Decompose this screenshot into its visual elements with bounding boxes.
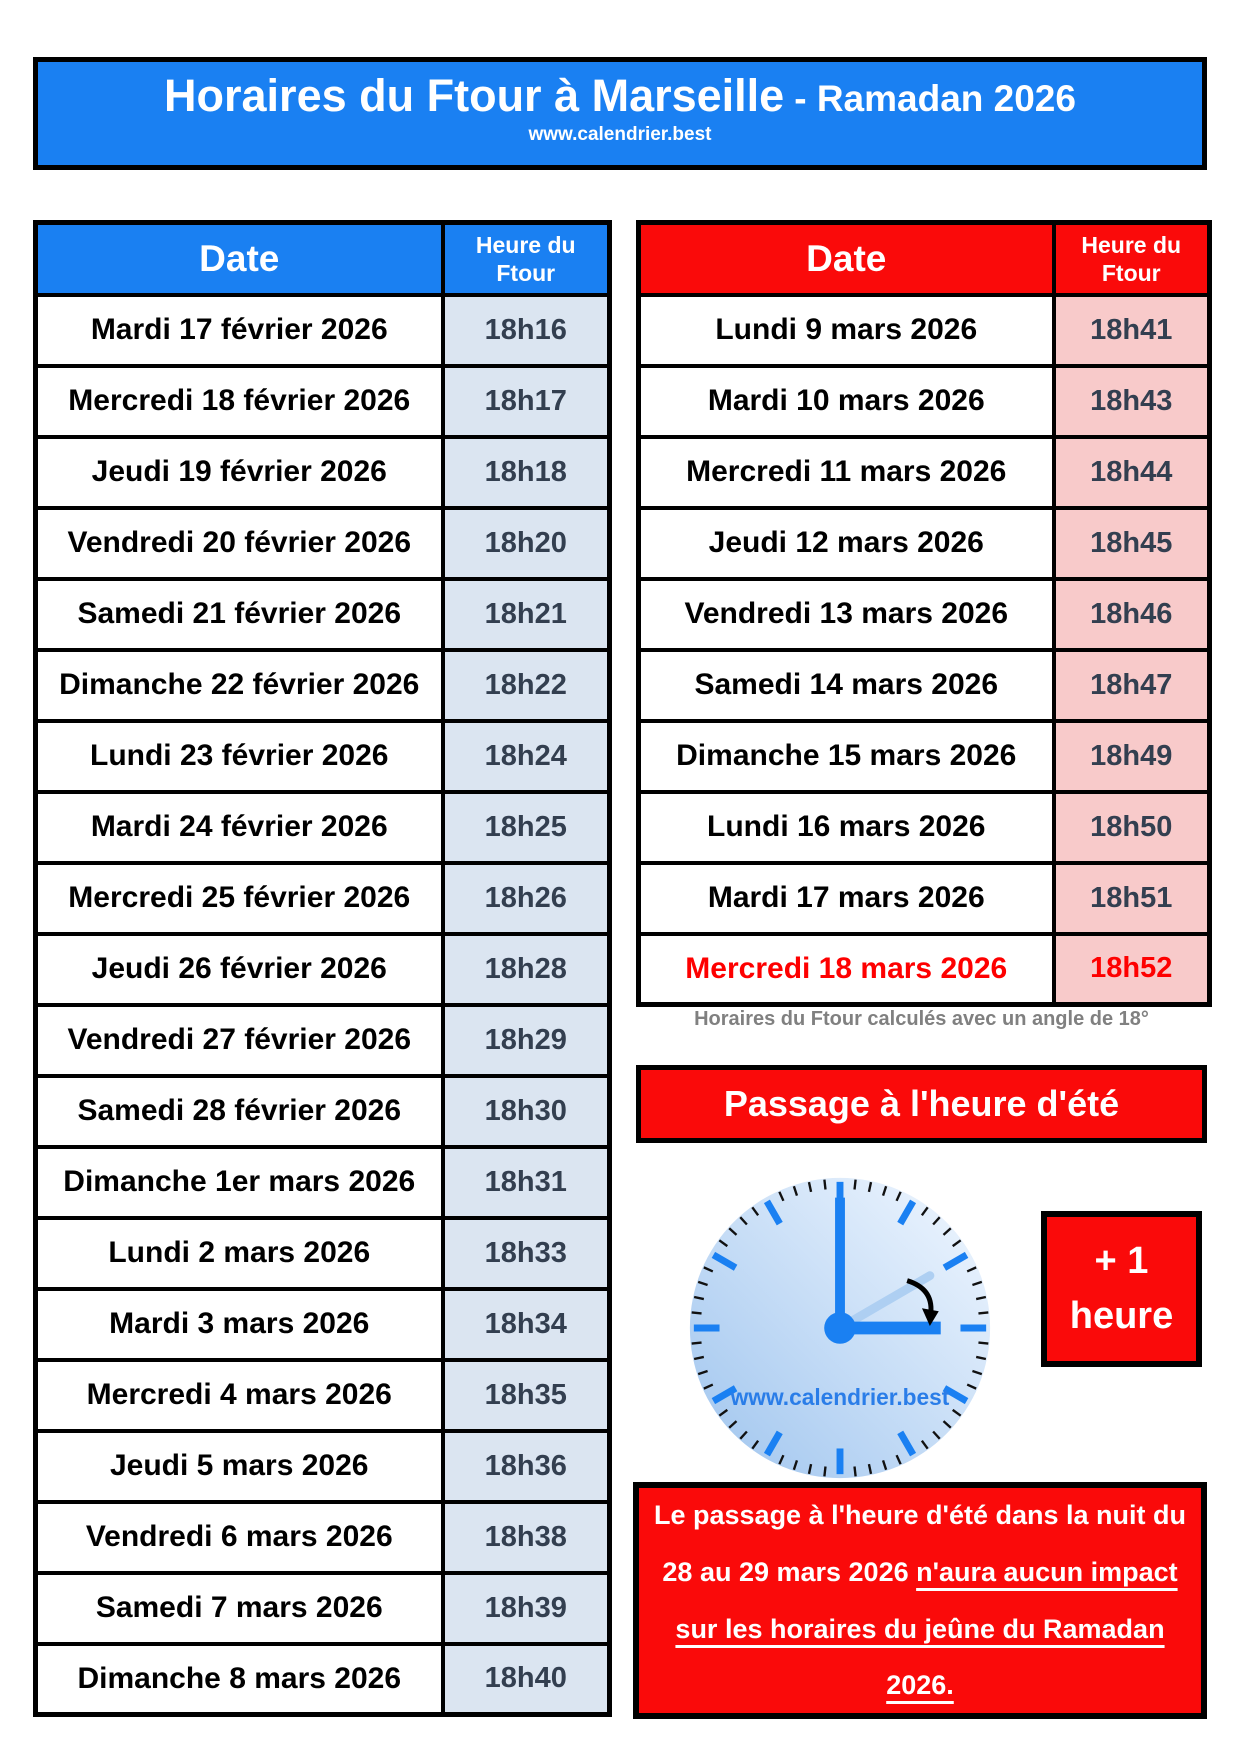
plus-one-hour-box <box>1041 1211 1202 1367</box>
table-row <box>36 1147 610 1218</box>
date-cell: Mardi 17 mars 2026 <box>639 863 1054 934</box>
time-cell: 18h25 <box>443 792 610 863</box>
table-row <box>36 1218 610 1289</box>
table-row <box>639 295 1210 366</box>
time-cell: 18h29 <box>443 1005 610 1076</box>
date-cell: Samedi 14 mars 2026 <box>639 650 1054 721</box>
time-cell: 18h24 <box>443 721 610 792</box>
date-cell: Jeudi 12 mars 2026 <box>639 508 1054 579</box>
dst-banner: Passage à l'heure d'été <box>636 1065 1207 1143</box>
table-row <box>639 437 1210 508</box>
time-cell: 18h22 <box>443 650 610 721</box>
table-row <box>36 295 610 366</box>
date-cell: Lundi 23 février 2026 <box>36 721 443 792</box>
table-row <box>36 792 610 863</box>
table-row <box>36 366 610 437</box>
minute-tick <box>692 1312 702 1313</box>
date-cell: Mercredi 25 février 2026 <box>36 863 443 934</box>
date-cell: Dimanche 8 mars 2026 <box>36 1644 443 1715</box>
ftour-table-second-half <box>636 220 1212 1007</box>
table-row <box>36 437 610 508</box>
clock-center <box>824 1312 856 1344</box>
table-row <box>36 1076 610 1147</box>
table-row <box>639 934 1210 1005</box>
table-row <box>36 508 610 579</box>
table-row <box>639 508 1210 579</box>
date-cell: Mercredi 18 mars 2026 <box>639 934 1054 1005</box>
date-cell: Dimanche 1er mars 2026 <box>36 1147 443 1218</box>
table-row <box>639 721 1210 792</box>
page-header <box>33 57 1207 170</box>
table-row <box>36 1644 610 1715</box>
table-row <box>36 1431 610 1502</box>
plus-one-line: heure <box>1069 1295 1174 1337</box>
time-cell: 18h18 <box>443 437 610 508</box>
table-row <box>639 579 1210 650</box>
date-column-header: Date <box>639 223 1054 295</box>
table-row <box>639 366 1210 437</box>
time-cell: 18h49 <box>1054 721 1210 792</box>
time-column-header: Heure du Ftour <box>1054 223 1210 295</box>
minute-tick <box>978 1312 988 1313</box>
time-cell: 18h44 <box>1054 437 1210 508</box>
date-cell: Mardi 24 février 2026 <box>36 792 443 863</box>
date-cell: Vendredi 13 mars 2026 <box>639 579 1054 650</box>
date-cell: Jeudi 26 février 2026 <box>36 934 443 1005</box>
time-column-header: Heure du Ftour <box>443 223 610 295</box>
time-cell: 18h31 <box>443 1147 610 1218</box>
date-column-header: Date <box>36 223 443 295</box>
table-row <box>36 1573 610 1644</box>
clock-website: www.calendrier.best <box>730 1384 950 1411</box>
time-cell: 18h43 <box>1054 366 1210 437</box>
table-header-row <box>639 223 1210 295</box>
table-row <box>36 1360 610 1431</box>
page-title-main: Horaires du Ftour à Marseille <box>164 70 785 121</box>
notice-text-plain: Le passage à l'heure d'été dans la nuit du 28 au 29 mars 2026 <box>654 1500 1186 1587</box>
date-cell: Mardi 10 mars 2026 <box>639 366 1054 437</box>
time-cell: 18h38 <box>443 1502 610 1573</box>
table-header-row <box>36 223 610 295</box>
date-cell: Mercredi 18 février 2026 <box>36 366 443 437</box>
time-cell: 18h51 <box>1054 863 1210 934</box>
minute-tick <box>824 1466 825 1476</box>
date-cell: Mardi 17 février 2026 <box>36 295 443 366</box>
minute-tick <box>978 1343 988 1344</box>
time-cell: 18h26 <box>443 863 610 934</box>
time-cell: 18h52 <box>1054 934 1210 1005</box>
date-cell: Mercredi 4 mars 2026 <box>36 1360 443 1431</box>
time-cell: 18h39 <box>443 1573 610 1644</box>
table-row <box>639 792 1210 863</box>
time-cell: 18h40 <box>443 1644 610 1715</box>
time-cell: 18h21 <box>443 579 610 650</box>
date-cell: Mardi 3 mars 2026 <box>36 1289 443 1360</box>
date-cell: Samedi 28 février 2026 <box>36 1076 443 1147</box>
date-cell: Dimanche 15 mars 2026 <box>639 721 1054 792</box>
time-cell: 18h50 <box>1054 792 1210 863</box>
date-cell: Dimanche 22 février 2026 <box>36 650 443 721</box>
dst-notice-text <box>639 1487 1201 1714</box>
minute-tick <box>855 1466 856 1476</box>
date-cell: Vendredi 6 mars 2026 <box>36 1502 443 1573</box>
dst-notice <box>633 1482 1207 1719</box>
minute-tick <box>692 1343 702 1344</box>
minute-tick <box>855 1180 856 1190</box>
table-row <box>36 863 610 934</box>
time-cell: 18h16 <box>443 295 610 366</box>
notice-text-underlined: n'aura aucun impact sur les horaires du jeûne du Ramadan 2026. <box>675 1556 1178 1701</box>
table-row <box>36 1005 610 1076</box>
date-cell: Samedi 21 février 2026 <box>36 579 443 650</box>
date-cell: Jeudi 19 février 2026 <box>36 437 443 508</box>
date-cell: Lundi 2 mars 2026 <box>36 1218 443 1289</box>
time-cell: 18h20 <box>443 508 610 579</box>
ftour-table-first-half <box>33 220 612 1717</box>
table-row <box>36 1502 610 1573</box>
table-row <box>36 650 610 721</box>
date-cell: Samedi 7 mars 2026 <box>36 1573 443 1644</box>
table-row <box>639 863 1210 934</box>
page-title <box>38 71 1202 121</box>
table-row <box>36 721 610 792</box>
time-cell: 18h36 <box>443 1431 610 1502</box>
table-row <box>639 650 1210 721</box>
minute-tick <box>824 1180 825 1190</box>
date-cell: Mercredi 11 mars 2026 <box>639 437 1054 508</box>
time-cell: 18h34 <box>443 1289 610 1360</box>
time-cell: 18h47 <box>1054 650 1210 721</box>
page-title-suffix: - Ramadan 2026 <box>794 78 1076 119</box>
table-row <box>36 579 610 650</box>
table-row <box>36 1289 610 1360</box>
angle-caption: Horaires du Ftour calculés avec un angle de 18° <box>694 1008 1149 1030</box>
table-row <box>36 934 610 1005</box>
time-cell: 18h41 <box>1054 295 1210 366</box>
date-cell: Vendredi 27 février 2026 <box>36 1005 443 1076</box>
date-cell: Jeudi 5 mars 2026 <box>36 1431 443 1502</box>
time-cell: 18h17 <box>443 366 610 437</box>
plus-one-line: + 1 <box>1094 1239 1149 1282</box>
header-website: www.calendrier.best <box>528 123 712 145</box>
time-cell: 18h46 <box>1054 579 1210 650</box>
date-cell: Lundi 9 mars 2026 <box>639 295 1054 366</box>
dst-clock-illustration <box>682 1170 998 1486</box>
date-cell: Vendredi 20 février 2026 <box>36 508 443 579</box>
time-cell: 18h30 <box>443 1076 610 1147</box>
time-cell: 18h33 <box>443 1218 610 1289</box>
time-cell: 18h45 <box>1054 508 1210 579</box>
time-cell: 18h28 <box>443 934 610 1005</box>
date-cell: Lundi 16 mars 2026 <box>639 792 1054 863</box>
time-cell: 18h35 <box>443 1360 610 1431</box>
